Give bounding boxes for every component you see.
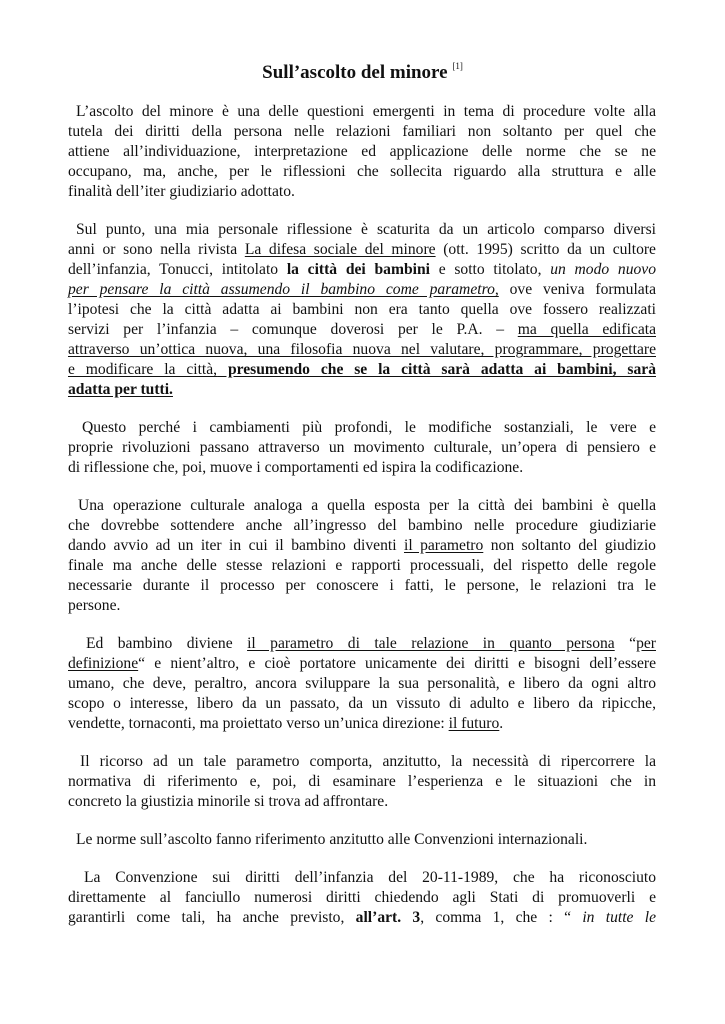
article-subtitle: un modo nuovo: [550, 261, 657, 278]
text-line: occupano, ma, anche, per le riflessioni che sollecita riguardo alla struttura e alle: [68, 163, 656, 180]
text-line: Sul punto, una mia personale riflessione è scaturita da un articolo comparso diversi: [76, 221, 656, 238]
text-line: L’ascolto del minore è una delle questioni emergenti in tema di procedure volte alla: [76, 103, 656, 120]
text-line: persone.: [68, 597, 121, 614]
text-line: di riflessione che, poi, muove i comportamenti ed ispira la codificazione.: [68, 459, 524, 476]
text-span: anni or sono nella rivista: [68, 241, 245, 258]
text-line: attiene all’individuazione, interpretazione ed applicazione delle norme che se ne: [68, 143, 656, 160]
text-span: dando avvio ad un iter in cui il bambino diventi: [68, 537, 404, 554]
text-line: [68, 908, 656, 928]
text-span: “ e nient’altro, e cioè portatore unicamente dei diritti e bisogni dell’essere: [138, 655, 656, 672]
text-line: normativa di riferimento e, poi, di esaminare l’esperienza e le situazioni che in: [68, 773, 656, 790]
text-line: [68, 654, 656, 674]
footnote-ref: [1]: [452, 61, 463, 71]
text-line: attraverso un’ottica nuova, una filosofia nuova nel valutare, programmare, progettare: [68, 341, 656, 358]
text-line: direttamente al fanciullo numerosi diritti chiedendo agli Stati di promuoverli e: [68, 889, 656, 906]
journal-title: La difesa sociale del minore: [244, 241, 436, 258]
text-line: finale ma anche delle stesse relazioni e rapporti processuali, del rispetto delle regole: [68, 557, 656, 574]
text-line: Questo perché i cambiamenti più profondi, le modifiche sostanziali, le vere e: [82, 419, 656, 436]
underlined-text: definizione: [68, 655, 139, 672]
italic-text: in tutte le: [571, 909, 656, 926]
text-line: Le norme sull’ascolto fanno riferimento anzitutto alle Convenzioni internazionali.: [76, 831, 588, 848]
text-span: dell’infanzia, Tonucci, intitolato: [68, 261, 287, 278]
text-line: concreto la giustizia minorile si trova ad affrontare.: [68, 793, 389, 810]
text-line: [68, 714, 656, 734]
underlined-text: e modificare la città,: [68, 361, 218, 378]
article-title: la città dei bambini: [286, 261, 430, 278]
bold-text: all’art. 3: [355, 909, 421, 926]
text-line: Una operazione culturale analoga a quella esposta per la città dei bambini è quella: [78, 497, 656, 514]
text-span: ove veniva formulata: [498, 281, 656, 298]
title-text: Sull’ascolto del minore: [262, 62, 448, 83]
text-span: garantirli come tali, ha anche previsto,: [68, 909, 356, 926]
text-span: e sotto titolato,: [429, 261, 551, 278]
bold-underlined-text: presumendo che se la città sarà adatta ai bambini, sarà: [217, 361, 656, 378]
text-span: , comma 1, che : “: [420, 909, 572, 926]
article-subtitle: per pensare la città assumendo il bambino come parametro,: [68, 281, 499, 298]
text-line: La Convenzione sui diritti dell’infanzia del 20-11-1989, che ha riconosciuto: [84, 869, 656, 886]
text-line: [68, 240, 656, 260]
text-line: scopo o interesse, libero da un passato, da un vissuto di adulto e libero da ripicche,: [68, 695, 656, 712]
underlined-text: il parametro di tale relazione in quanto persona: [247, 635, 615, 652]
text-line: tutela dei diritti della persona nelle relazioni familiari non soltanto per quel che: [68, 123, 656, 140]
page-title: [0, 62, 725, 84]
text-span: (ott. 1995) scritto da un cultore: [435, 241, 656, 258]
text-line: Il ricorso ad un tale parametro comporta, anzitutto, la necessità di ripercorrere la: [80, 753, 656, 770]
text-line: proprie rivoluzioni passano attraverso un movimento culturale, un’opera di pensiero e: [68, 439, 656, 456]
text-line: umano, che deve, peraltro, ancora sviluppare la sua personalità, e libero da ogni altro: [68, 675, 656, 692]
text-line: finalità dell’iter giudiziario adottato.: [68, 183, 295, 200]
text-line: [68, 280, 656, 300]
text-span: non soltanto del giudizio: [483, 537, 656, 554]
text-line: [68, 536, 656, 556]
text-span: .: [499, 715, 504, 732]
text-span: servizi per l’infanzia – comunque doverosi per le P.A. –: [68, 321, 518, 338]
underlined-text: per: [636, 635, 656, 652]
text-span: Ed bambino diviene: [86, 635, 248, 652]
text-line: [86, 634, 656, 654]
text-span: vendette, tornaconti, ma proiettato verso un’unica direzione:: [68, 715, 449, 732]
text-line: l’ipotesi che la città adatta ai bambini non era tanto quella ove fossero realizzati: [68, 301, 656, 318]
text-line: adatta per tutti.: [68, 381, 173, 398]
underlined-text: il futuro: [448, 715, 500, 732]
text-line: [68, 260, 656, 280]
text-span: “: [614, 635, 637, 652]
text-line: [68, 360, 656, 380]
text-line: necessarie durante il processo per conoscere i fatti, le persone, le relazioni tra le: [68, 577, 656, 594]
underlined-text: ma quella edificata: [517, 321, 656, 338]
text-line: [68, 320, 656, 340]
text-line: che dovrebbe sottendere anche all’ingresso del bambino nelle procedure giudiziarie: [68, 517, 656, 534]
underlined-text: il parametro: [403, 537, 484, 554]
